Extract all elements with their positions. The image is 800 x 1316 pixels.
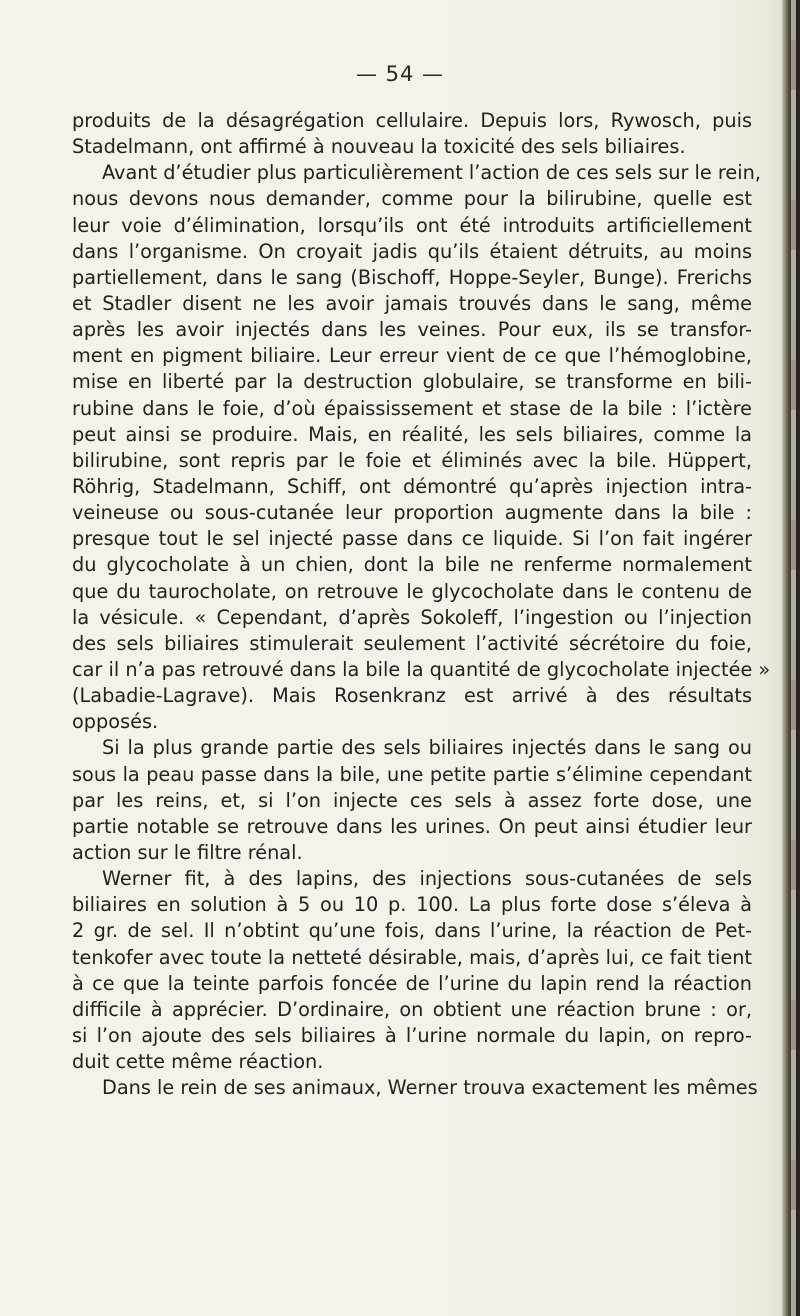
text-line: (Labadie-Lagrave). Mais Rosenkranz est arrivé à des résultats bbox=[72, 684, 752, 708]
text-line: Röhrig, Stadelmann, Schiff, ont démontré qu’après injection intra- bbox=[72, 474, 752, 498]
text-line: partiellement, dans le sang (Bischoff, Hoppe-Seyler, Bunge). Frerichs bbox=[72, 265, 752, 289]
text-line: que du taurocholate, on retrouve le glycocholate dans le contenu de bbox=[72, 579, 752, 603]
text-line: rubine dans le foie, d’où épaississement et stase de la bile : l’ictère bbox=[72, 396, 752, 420]
text-line: 2 gr. de sel. Il n’obtint qu’une fois, dans l’urine, la réaction de Pet- bbox=[72, 919, 752, 943]
text-line: si l’on ajoute des sels biliaires à l’urine normale du lapin, on repro- bbox=[72, 1023, 752, 1047]
text-line: la vésicule. « Cependant, d’après Sokoleff, l’ingestion ou l’injection bbox=[72, 605, 752, 629]
text-line: difficile à apprécier. D’ordinaire, on obtient une réaction brune : or, bbox=[72, 997, 752, 1021]
text-line: tenkofer avec toute la netteté désirable, mais, d’après lui, ce fait tient bbox=[72, 945, 752, 969]
text-line: sous la peau passe dans la bile, une petite partie s’élimine cependant bbox=[72, 762, 752, 786]
text-line: après les avoir injectés dans les veines. Pour eux, ils se transfor- bbox=[72, 318, 752, 342]
text-line: bilirubine, sont repris par le foie et éliminés avec la bile. Hüppert, bbox=[72, 448, 752, 472]
text-line: mise en liberté par la destruction globulaire, se transforme en bili- bbox=[72, 370, 752, 394]
text-line: biliaires en solution à 5 ou 10 p. 100. La plus forte dose s’éleva à bbox=[72, 893, 752, 917]
body-text bbox=[72, 108, 771, 1101]
text-line: Werner fit, à des lapins, des injections sous-cutanées de sels bbox=[102, 867, 752, 891]
text-line: veineuse ou sous-cutanée leur proportion augmente dans la bile : bbox=[72, 501, 752, 525]
text-line: peut ainsi se produire. Mais, en réalité, les sels biliaires, comme la bbox=[72, 422, 752, 446]
text-line: duit cette même réaction. bbox=[72, 1050, 324, 1074]
text-line: du glycocholate à un chien, dont la bile ne renferme normalement bbox=[72, 553, 752, 577]
text-line: dans l’organisme. On croyait jadis qu’ils étaient détruits, au moins bbox=[72, 239, 752, 263]
text-line: opposés. bbox=[72, 710, 159, 734]
text-line: produits de la désagrégation cellulaire. Depuis lors, Rywosch, puis bbox=[72, 109, 752, 132]
page-edge-stripe bbox=[791, 0, 796, 1316]
text-line: par les reins, et, si l’on injecte ces sels à assez forte dose, une bbox=[72, 788, 752, 812]
text-line: car il n’a pas retrouvé dans la bile la quantité de glycocholate injectée » bbox=[72, 657, 771, 681]
text-line: des sels biliaires stimulerait seulement l’activité sécrétoire du foie, bbox=[72, 631, 752, 655]
text-line: Stadelmann, ont affirmé à nouveau la toxicité des sels biliaires. bbox=[72, 135, 686, 159]
text-line: leur voie d’élimination, lorsqu’ils ont été introduits artificiellement bbox=[72, 213, 752, 237]
text-line: à ce que la teinte parfois foncée de l’urine du lapin rend la réaction bbox=[72, 971, 752, 995]
text-line: partie notable se retrouve dans les urines. On peut ainsi étudier leur bbox=[72, 814, 752, 838]
text-line: Dans le rein de ses animaux, Werner trouva exactement les mêmes bbox=[102, 1076, 758, 1100]
text-line: ment en pigment biliaire. Leur erreur vient de ce que l’hémoglobine, bbox=[72, 344, 752, 368]
text-line: Avant d’étudier plus particulièrement l’action de ces sels sur le rein, bbox=[102, 161, 761, 185]
text-line: presque tout le sel injecté passe dans ce liquide. Si l’on fait ingérer bbox=[72, 527, 752, 551]
page-number: — 54 — bbox=[355, 62, 445, 86]
text-line: action sur le filtre rénal. bbox=[72, 840, 303, 864]
text-line: nous devons nous demander, comme pour la bilirubine, quelle est bbox=[72, 187, 752, 211]
text-line: et Stadler disent ne les avoir jamais trouvés dans le sang, même bbox=[72, 291, 752, 315]
text-line: Si la plus grande partie des sels biliaires injectés dans le sang ou bbox=[102, 736, 752, 760]
